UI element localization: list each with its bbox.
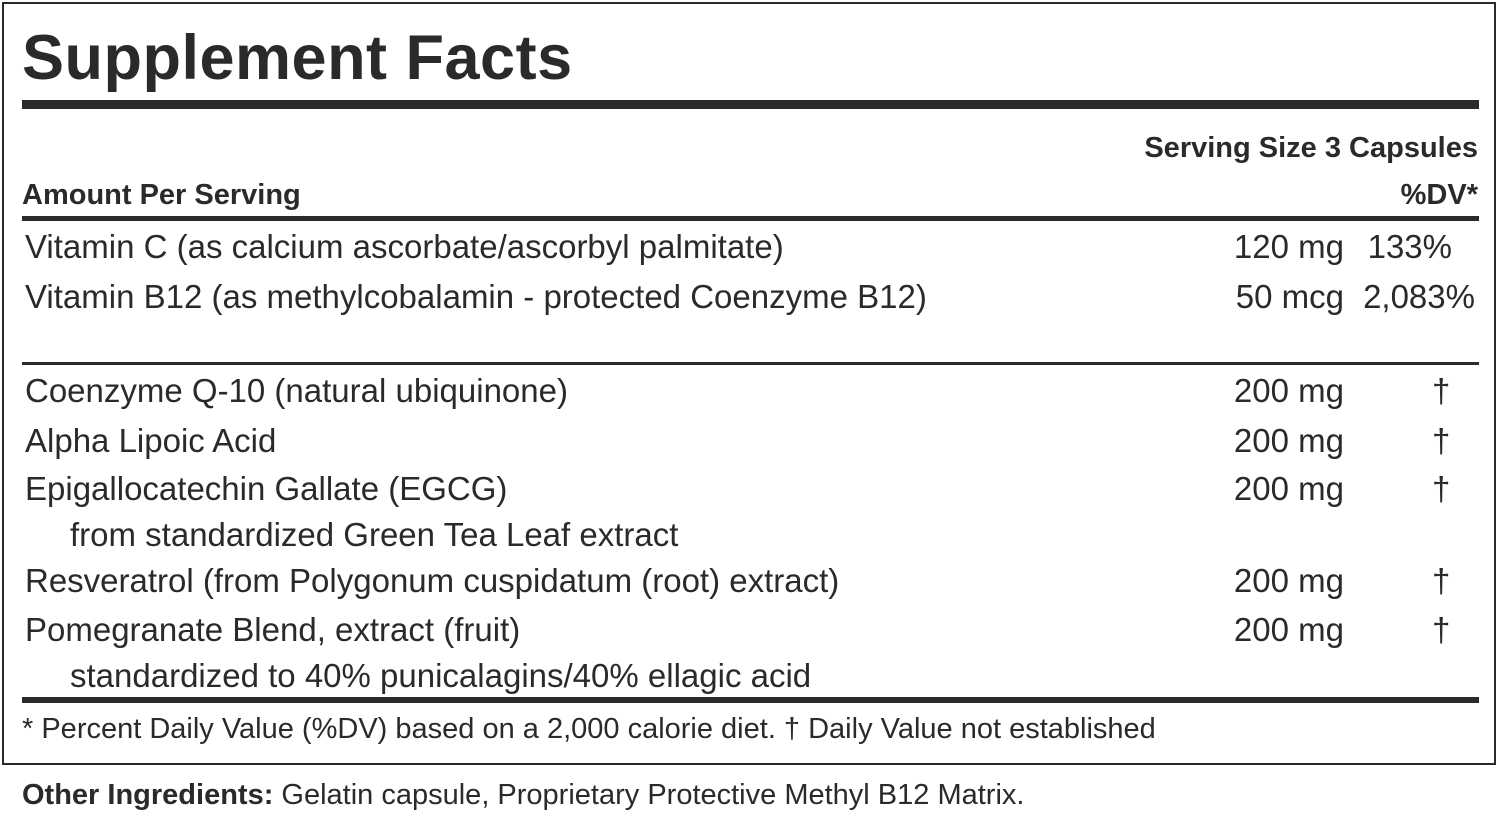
ingredient-name-resveratrol: Resveratrol (from Polygonum cuspidatum (root) extract) <box>25 562 840 599</box>
ingredient-name-egcg: Epigallocatechin Gallate (EGCG) <box>25 470 508 507</box>
serving-size: Serving Size 3 Capsules <box>1144 132 1478 164</box>
title-divider <box>22 100 1479 109</box>
ingredient-sub-pomegranate: standardized to 40% punicalagins/40% ellagic acid <box>70 657 812 694</box>
nutrient-amount-vitamin-b12: 50 mcg <box>1235 278 1344 315</box>
nutrient-amount-vitamin-c: 120 mg <box>1233 228 1344 265</box>
ingredient-dv-resveratrol: † <box>1432 562 1451 599</box>
dv-footnote: * Percent Daily Value (%DV) based on a 2,000 calorie diet. † Daily Value not established <box>22 713 1156 745</box>
ingredient-amount-egcg: 200 mg <box>1233 470 1344 507</box>
nutrient-divider <box>22 362 1479 365</box>
ingredient-sub-egcg: from standardized Green Tea Leaf extract <box>70 516 679 553</box>
footer-divider <box>22 697 1479 703</box>
label-title: Supplement Facts <box>22 23 573 93</box>
ingredient-dv-pomegranate: † <box>1432 611 1451 648</box>
other-ingredients-text: Gelatin capsule, Proprietary Protective Methyl B12 Matrix. <box>273 779 1025 811</box>
nutrient-name-vitamin-c: Vitamin C (as calcium ascorbate/ascorbyl palmitate) <box>25 228 784 265</box>
ingredient-name-coq10: Coenzyme Q-10 (natural ubiquinone) <box>25 372 568 409</box>
ingredient-amount-resveratrol: 200 mg <box>1233 562 1344 599</box>
header-divider <box>22 216 1479 221</box>
ingredient-dv-egcg: † <box>1432 470 1451 507</box>
ingredient-name-pomegranate: Pomegranate Blend, extract (fruit) <box>25 611 521 648</box>
other-ingredients-label: Other Ingredients: <box>22 779 274 811</box>
ingredient-amount-coq10: 200 mg <box>1233 372 1344 409</box>
amount-per-serving-header: Amount Per Serving <box>22 179 301 211</box>
nutrient-dv-vitamin-c: 133% <box>1367 228 1452 265</box>
ingredient-dv-alpha-lipoic-acid: † <box>1432 422 1451 459</box>
nutrient-name-vitamin-b12: Vitamin B12 (as methylcobalamin - protected Coenzyme B12) <box>25 278 927 315</box>
nutrient-dv-vitamin-b12: 2,083% <box>1363 278 1475 315</box>
dv-header: %DV* <box>1400 179 1478 211</box>
ingredient-dv-coq10: † <box>1432 372 1451 409</box>
ingredient-amount-pomegranate: 200 mg <box>1233 611 1344 648</box>
other-ingredients <box>22 776 1024 814</box>
ingredient-amount-alpha-lipoic-acid: 200 mg <box>1233 422 1344 459</box>
ingredient-name-alpha-lipoic-acid: Alpha Lipoic Acid <box>25 422 277 459</box>
